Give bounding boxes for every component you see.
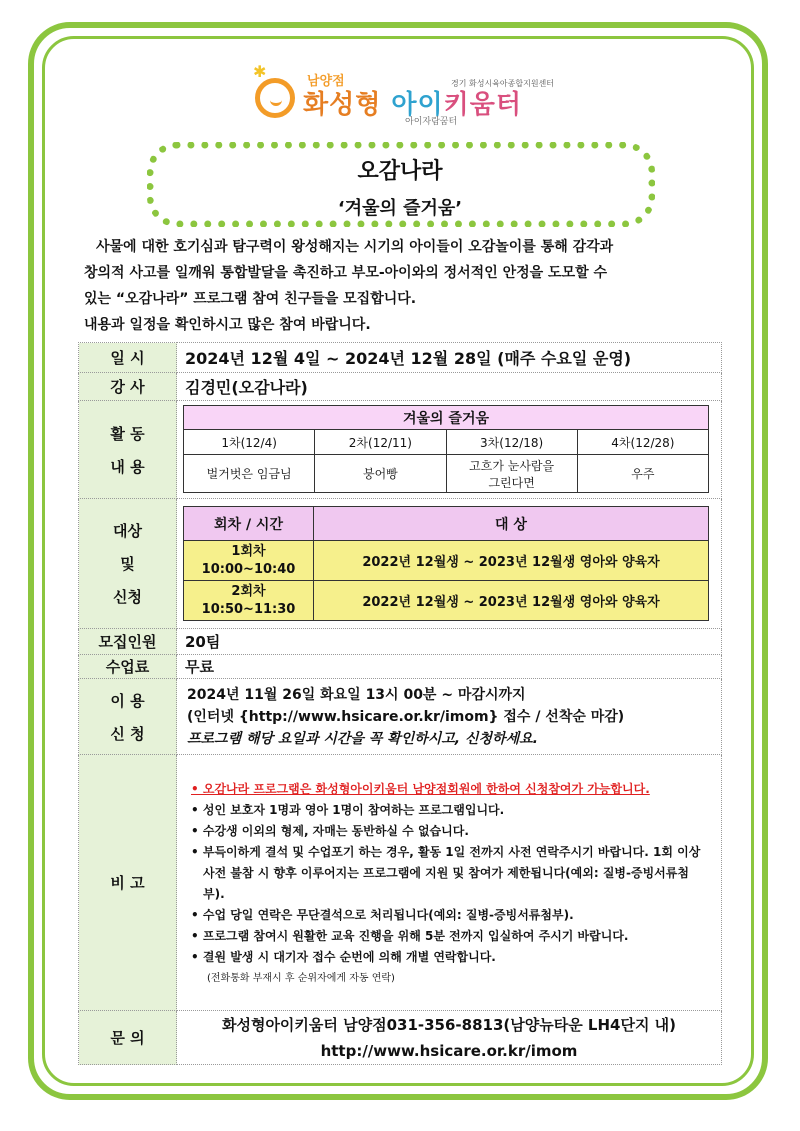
activity-label — [79, 401, 177, 499]
activity-label-line: 내 용 — [110, 457, 145, 476]
note-small: (전화통화 부재시 후 순위자에게 자동 연락) — [207, 972, 395, 984]
intro-line: 내용과 일정을 확인하시고 많은 참여 바랍니다. — [84, 317, 371, 333]
contact-line: 화성형아이키움터 남양점031-356-8813(남양뉴타운 LH4단지 내) — [221, 1015, 677, 1034]
activity-table — [183, 405, 709, 493]
session-label: 3차(12/18) — [446, 430, 577, 455]
note-item: • 프로그램 참여시 원활한 교육 진행을 위해 5분 전까지 입실하여 주시기 바랍니다. — [191, 928, 629, 943]
logo — [253, 62, 565, 130]
session-time: 10:50~11:30 — [201, 601, 296, 617]
apply-cell — [177, 679, 722, 755]
apply-line: 2024년 11월 26일 화요일 13시 00분 ~ 마감시까지 — [187, 686, 526, 703]
contact-row — [79, 1011, 722, 1065]
session-time-cell — [184, 581, 314, 621]
logo-sub: 아이자람꿈터 — [405, 117, 458, 127]
fee-row — [79, 655, 722, 679]
teacher-label: 강 사 — [79, 373, 177, 401]
notes-label: 비 고 — [79, 755, 177, 1011]
target-table — [183, 506, 709, 621]
logo-branch: 남양점 — [307, 74, 345, 89]
session-name: 1회차 — [231, 543, 266, 559]
note-item: • 수강생 이외의 형제, 자매는 동반하실 수 없습니다. — [191, 823, 469, 838]
recruit-row — [79, 629, 722, 655]
topic-cell: 붕어빵 — [315, 455, 446, 493]
contact-cell — [177, 1011, 722, 1065]
target-label-line: 및 — [120, 555, 135, 573]
target-col-header: 회차 / 시간 — [184, 507, 314, 541]
date-value: 2024년 12월 4일 ~ 2024년 12월 28일 (매주 수요일 운영) — [177, 343, 722, 373]
target-value: 2022년 12월생 ~ 2023년 12월생 영아와 양육자 — [314, 581, 709, 621]
date-label: 일 시 — [79, 343, 177, 373]
intro-line: 사물에 대한 호기심과 탐구력이 왕성해지는 시기의 아이들이 오감놀이를 통해 감각과 — [96, 239, 614, 255]
fee-label: 수업료 — [79, 655, 177, 679]
apply-label-line: 신 청 — [110, 724, 145, 743]
page-title: 오감나라 — [357, 159, 443, 184]
info-table — [78, 342, 722, 1065]
note-item: • 결원 발생 시 대기자 접수 순번에 의해 개별 연락합니다. — [191, 949, 496, 964]
topic-cell: 우주 — [577, 455, 708, 493]
target-row — [79, 499, 722, 629]
star-icon: ✱ — [253, 62, 267, 81]
logo-name: 화성형 아이키움터 — [303, 90, 523, 120]
recruit-label: 모집인원 — [79, 629, 177, 655]
fee-value: 무료 — [177, 655, 722, 679]
activity-cell — [177, 401, 722, 499]
note-item: • 부득이하게 결석 및 수업포기 하는 경우, 활동 1일 전까지 사전 연락주시기 바랍니다. 1회 이상 사전 불참 시 향후 이루어지는 프로그램에 지원 및 참여가 제한됩니다(예외: 질병-증빙서류첨부). — [191, 844, 701, 901]
session-label: 4차(12/28) — [577, 430, 708, 455]
target-cell — [177, 499, 722, 629]
apply-label-line: 이 용 — [110, 691, 145, 710]
target-label-line: 대상 — [113, 522, 142, 540]
target-col-header: 대 상 — [314, 507, 709, 541]
smile-face-icon — [255, 78, 295, 118]
session-label: 1차(12/4) — [184, 430, 315, 455]
session-time: 10:00~10:40 — [201, 561, 296, 577]
date-row — [79, 343, 722, 373]
apply-label — [79, 679, 177, 755]
topic-cell: 고흐가 눈사람을 그린다면 — [446, 455, 577, 493]
note-item: • 수업 당일 연락은 무단결석으로 처리됩니다(예외: 질병-증빙서류첨부). — [191, 907, 574, 922]
apply-row — [79, 679, 722, 755]
recruit-value: 20팀 — [177, 629, 722, 655]
page-subtitle: ‘겨울의 즐거움’ — [337, 198, 463, 219]
notes-cell — [177, 755, 722, 1011]
target-label-line: 신청 — [113, 588, 142, 606]
note-item: • 성인 보호자 1명과 영아 1명이 참여하는 프로그램입니다. — [191, 802, 505, 817]
intro-line: 있는 “오감나라” 프로그램 참여 친구들을 모집합니다. — [84, 291, 417, 307]
teacher-row — [79, 373, 722, 401]
target-value: 2022년 12월생 ~ 2023년 12월생 영아와 양육자 — [314, 541, 709, 581]
target-label — [79, 499, 177, 629]
teacher-value: 김경민(오감나라) — [177, 373, 722, 401]
intro-line: 창의적 사고를 일깨워 통합발달을 촉진하고 부모-아이와의 정서적인 안정을 도모할 수 — [84, 265, 608, 281]
session-time-cell — [184, 541, 314, 581]
notes-important: • 오감나라 프로그램은 화성형아이키움터 남양점회원에 한하여 신청참여가 가능합니다. — [191, 781, 650, 796]
intro-text — [84, 234, 724, 338]
apply-note: 프로그램 해당 요일과 시간을 꼭 확인하시고, 신청하세요. — [187, 730, 538, 747]
session-label: 2차(12/11) — [315, 430, 446, 455]
notes-row — [79, 755, 722, 1011]
contact-label: 문 의 — [79, 1011, 177, 1065]
contact-url[interactable]: http://www.hsicare.or.kr/imom — [320, 1041, 578, 1060]
topic-cell: 벌거벗은 임금님 — [184, 455, 315, 493]
activity-label-line: 활 동 — [110, 424, 145, 443]
apply-line: (인터넷 {http://www.hsicare.or.kr/imom} 접수 / 선착순 마감) — [187, 708, 625, 725]
activity-header: 겨울의 즐거움 — [184, 406, 709, 430]
session-name: 2회차 — [231, 583, 266, 599]
notes-list — [177, 777, 721, 989]
logo-org: 경기 화성시육아종합지원센터 — [451, 79, 555, 88]
activity-row — [79, 401, 722, 499]
